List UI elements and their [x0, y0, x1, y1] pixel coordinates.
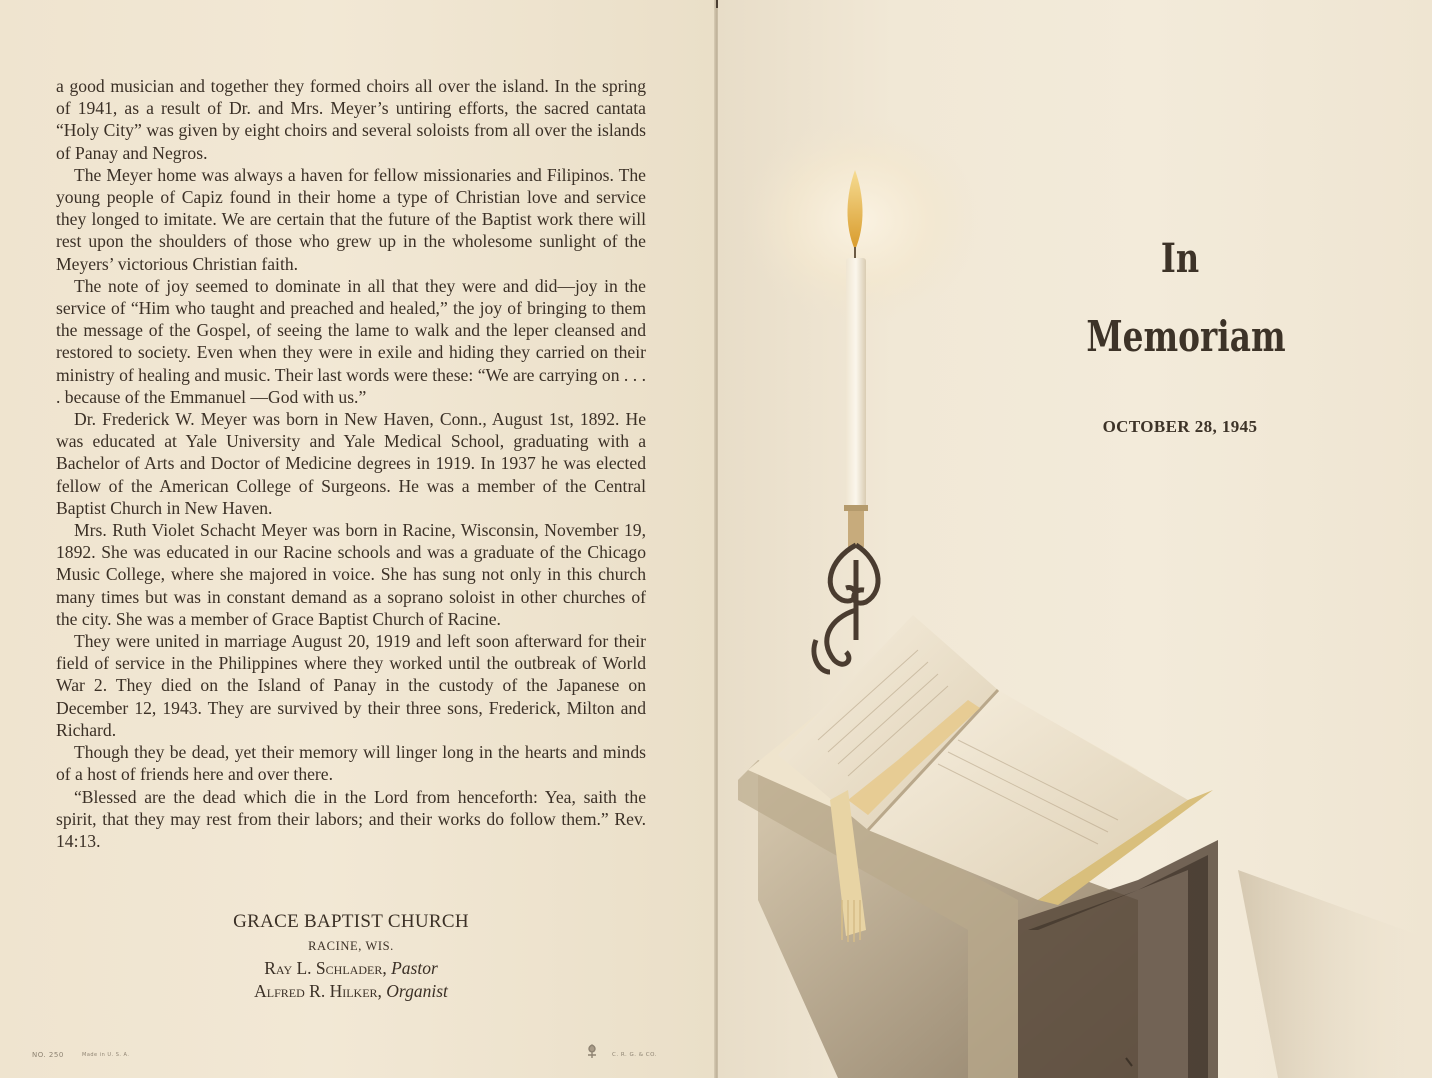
pastor-title: Pastor — [391, 958, 438, 978]
candle-and-bible-illustration — [718, 0, 1432, 1078]
pastor-line — [176, 957, 526, 980]
publisher-mark-icon — [582, 1043, 602, 1061]
paragraph: Dr. Frederick W. Meyer was born in New Haven, Conn., August 1st, 1892. He was educated at Yale University and Yale Medical School, graduating with a Bachelor of Arts and Doctor of Medicine degrees in 1919. In 1937 he was elected fellow of the American College of Surgeons. He was a member of the Central Baptist Church in New Haven. — [56, 409, 646, 518]
church-name: GRACE BAPTIST CHURCH — [233, 911, 469, 932]
organist-line — [176, 980, 526, 1003]
paragraph: The Meyer home was always a haven for fellow missionaries and Filipinos. The young people of Capiz found in their home a type of Christian love and service they longed to imitate. We are certain that the future of the Baptist work there will rest upon the shoulders of those who grew up in the wholesome sunlight of the Meyers’ victorious Christian faith. — [56, 164, 646, 274]
paragraph: The note of joy seemed to dominate in all that they were and did—joy in the service of “Him who taught and preached and healed,” the joy of bringing to them the message of the Gospel, of seeing the lame to walk and the leper cleansed and restored to society. Even when they were in exile and hiding they carried on their ministry of healing and music. Their last words were these: “We are carrying on . . . . because of the Emmanuel —God with us.” — [56, 275, 646, 407]
paragraph: They were united in marriage August 20, 1919 and left soon afterward for their field of service in the Philippines where they worked until the outbreak of World War 2. They died on the Island of Panay in the custody of the Japanese on December 12, 1943. They are survived by their three sons, Frederick, Milton and Richard. — [56, 631, 646, 740]
publisher-label: C. R. G. & CO. — [612, 1052, 657, 1058]
church-city: RACINE, WIS. — [308, 939, 394, 953]
made-in-label: Made in U. S. A. — [82, 1052, 130, 1058]
organist-name: Alfred R. Hilker, — [254, 981, 382, 1001]
organist-title: Organist — [386, 981, 448, 1001]
paragraph: Though they be dead, yet their memory will linger long in the hearts and minds of a host of friends here and over there. — [56, 742, 646, 785]
title-in: In — [1160, 235, 1200, 282]
church-signoff — [176, 908, 526, 1003]
catalog-number: NO. 250 — [32, 1051, 64, 1059]
pastor-name: Ray L. Schlader, — [264, 958, 387, 978]
paragraph: a good musician and together they formed choirs all over the island. In the spring of 1941, as a result of Dr. and Mrs. Meyer’s untiring efforts, the sacred cantata “Holy City” was given by eight choirs and several soloists from all over the islands of Panay and Negros. — [56, 76, 646, 163]
paragraph: Mrs. Ruth Violet Schacht Meyer was born in Racine, Wisconsin, November 19, 1892. She was educated in our Racine schools and was a graduate of the Chicago Music College, where she majored in voice. She has sung not only in this church many times but was in constant demand as a soprano soloist in other churches of the city. She was a member of Grace Baptist Church of Racine. — [56, 520, 646, 629]
candle — [846, 258, 866, 508]
title-memoriam: Memoriam — [1086, 312, 1286, 361]
candle-holder — [814, 545, 878, 672]
paragraph: “Blessed are the dead which die in the Lord from henceforth: Yea, saith the spirit, that they may rest from their labors; and their works do follow them.” Rev. 14:13. — [56, 786, 646, 851]
memorial-date: OCTOBER 28, 1945 — [1102, 417, 1258, 436]
memorial-text — [56, 75, 646, 852]
